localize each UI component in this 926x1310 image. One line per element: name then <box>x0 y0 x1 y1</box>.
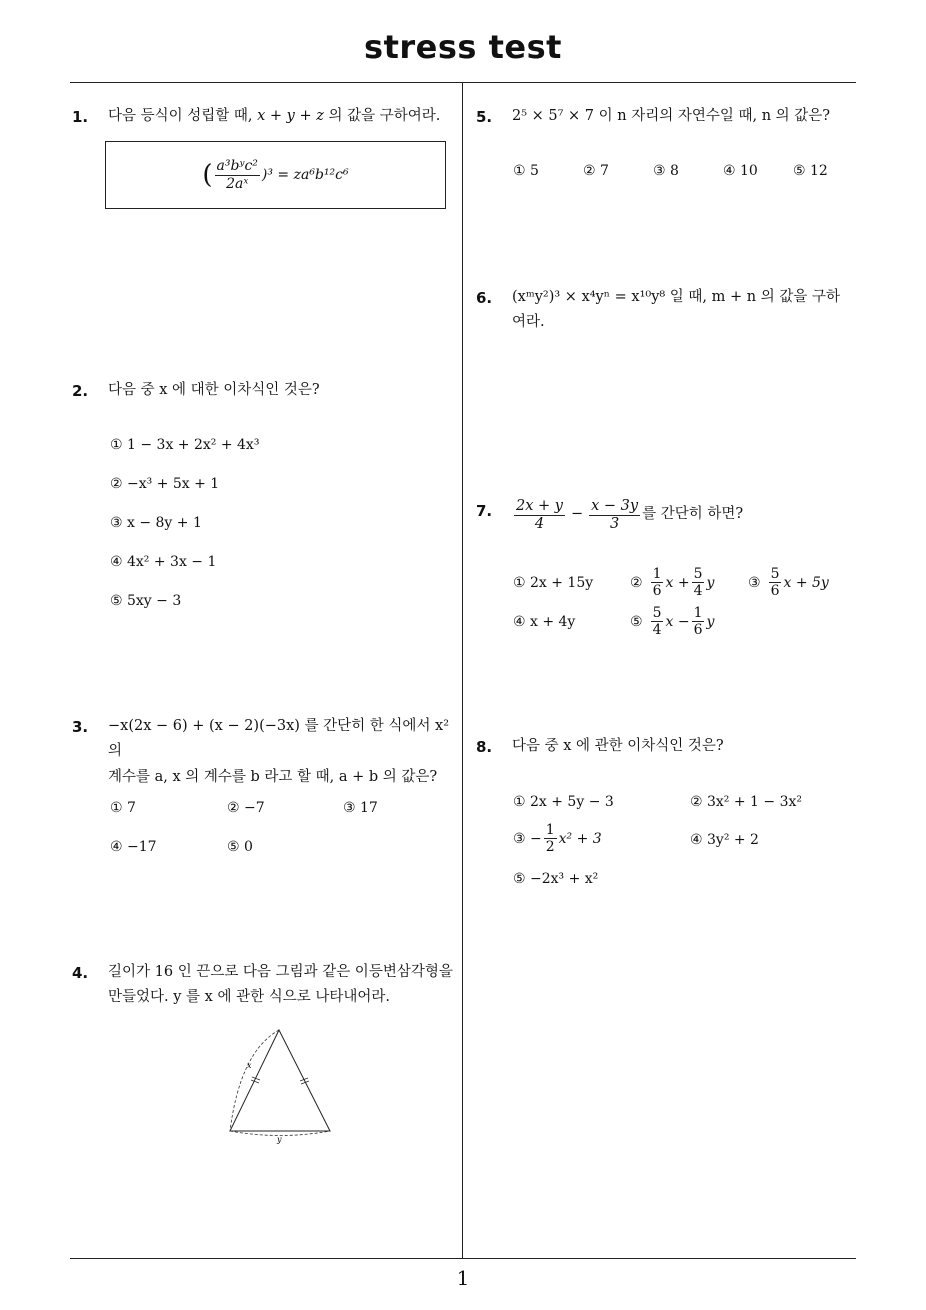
top-rule <box>70 82 856 83</box>
question-5: 5. 2⁵ × 5⁷ × 7 이 n 자리의 자연수일 때, n 의 값은? <box>476 108 831 126</box>
question-2: 2. 다음 중 x 에 대한 이차식인 것은? <box>72 382 320 400</box>
question-number: 1. <box>72 108 89 126</box>
option-4[interactable]: ④ 3y² + 2 <box>690 832 759 848</box>
option-4[interactable]: ④ 10 <box>723 163 758 179</box>
option-4[interactable]: ④ 4x² + 3x − 1 <box>110 554 217 570</box>
option-1[interactable]: ① 2x + 5y − 3 <box>513 794 614 810</box>
option-3[interactable]: ③ $\frac{5}{6}$ x + 5y <box>748 566 829 600</box>
option-1[interactable]: ① 2x + 15y <box>513 575 594 591</box>
option-2[interactable]: ② $\frac{1}{6}$ x + $\frac{5}{4}$ y <box>630 566 715 600</box>
option-1[interactable]: ① 5 <box>513 163 539 179</box>
option-5[interactable]: ⑤ 12 <box>793 163 828 179</box>
option-2[interactable]: ② 7 <box>583 163 609 179</box>
option-5[interactable]: ⑤ 5xy − 3 <box>110 593 182 609</box>
question-1: 1. 다음 등식이 성립할 때, x + y + z 의 값을 구하여라. <box>72 104 452 129</box>
option-3[interactable]: ③ − $\frac{1}{2}$ x² + 3 <box>513 822 602 856</box>
option-3[interactable]: ③ 8 <box>653 163 679 179</box>
option-2[interactable]: ② −x³ + 5x + 1 <box>110 476 220 492</box>
option-2[interactable]: ② −7 <box>227 800 265 816</box>
question-4: 4. 길이가 16 인 끈으로 다음 그림과 같은 이등변삼각형을 만들었다. y 를 x 에 관한 식으로 나타내어라. <box>72 964 453 1006</box>
option-5[interactable]: ⑤ −2x³ + x² <box>513 871 599 887</box>
side-label-x: x <box>247 1061 252 1070</box>
question-6: 6. (xᵐy²)³ × x⁴yⁿ = x¹⁰y⁸ 일 때, m + n 의 값을 구하 여라. <box>476 289 840 331</box>
page-number: 1 <box>456 1266 470 1290</box>
question-8: 8. 다음 중 x 에 관한 이차식인 것은? <box>476 738 724 756</box>
option-3[interactable]: ③ 17 <box>343 800 378 816</box>
equation-box: ( $\frac{\text{a³bʸc²}}{\text{2aˣ}}$ )³ = za⁶b¹²c⁶ <box>105 141 446 209</box>
option-1[interactable]: ① 1 − 3x + 2x² + 4x³ <box>110 437 260 453</box>
side-label-y: y <box>277 1135 282 1144</box>
option-2[interactable]: ② 3x² + 1 − 3x² <box>690 794 802 810</box>
bottom-rule <box>70 1258 856 1259</box>
option-4[interactable]: ④ −17 <box>110 839 157 855</box>
option-5[interactable]: ⑤ $\frac{5}{4}$ x − $\frac{1}{6}$ y <box>630 605 715 639</box>
option-5[interactable]: ⑤ 0 <box>227 839 253 855</box>
page-title: stress test <box>364 28 562 66</box>
column-divider <box>462 83 463 1258</box>
question-7: 7. $\frac{2x + y}{4}$ − $\frac{x - 3y}{3}$ 를 간단히 하면? <box>476 498 744 532</box>
question-3: 3. −x(2x − 6) + (x − 2)(−3x) 를 간단히 한 식에서 x² 의 계수를 a, x 의 계수를 b 라고 할 때, a + b 의 값은? <box>72 718 450 785</box>
isosceles-triangle-figure <box>222 1024 338 1146</box>
option-1[interactable]: ① 7 <box>110 800 136 816</box>
option-4[interactable]: ④ x + 4y <box>513 614 576 630</box>
option-3[interactable]: ③ x − 8y + 1 <box>110 515 202 531</box>
